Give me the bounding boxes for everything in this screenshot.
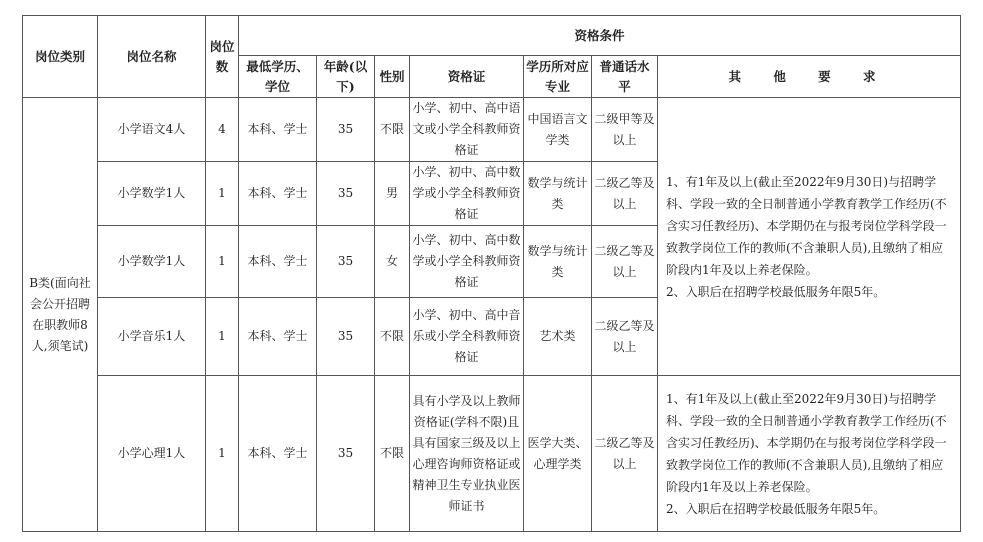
certificate: 小学、初中、高中语文或小学全科教师资格证 [410, 98, 524, 162]
mandarin-level: 二级乙等及以上 [592, 298, 658, 376]
other-requirement-item: 1、有1年及以上(截止至2022年9月30日)与招聘学科、学段一致的全日制普通小学教育教学工作经历(不含实习任教经历)、本学期仍在与报考岗位学科学段一致教学岗位工作的教师(不含兼职人员),且缴纳了相应阶段内1年及以上养老保险。 [666, 391, 947, 494]
major: 医学大类、心理学类 [524, 376, 592, 532]
mandarin-level: 二级乙等及以上 [592, 226, 658, 298]
position-name: 小学心理1人 [98, 376, 206, 532]
position-count: 1 [206, 162, 239, 226]
header-category: 岗位类别 [23, 16, 98, 98]
certificate: 小学、初中、高中数学或小学全科教师资格证 [410, 162, 524, 226]
education: 本科、学士 [239, 162, 317, 226]
gender: 男 [375, 162, 410, 226]
header-other-requirements: 其 他 要 求 [658, 56, 961, 98]
position-name: 小学音乐1人 [98, 298, 206, 376]
age-limit: 35 [317, 226, 375, 298]
major: 中国语言文学类 [524, 98, 592, 162]
other-requirement-item: 2、入职后在招聘学校最低服务年限5年。 [666, 284, 886, 299]
education: 本科、学士 [239, 226, 317, 298]
education: 本科、学士 [239, 98, 317, 162]
header-age: 年龄(以下) [317, 56, 375, 98]
other-requirement-item: 1、有1年及以上(截止至2022年9月30日)与招聘学科、学段一致的全日制普通小学教育教学工作经历(不含实习任教经历)、本学期仍在与报考岗位学科学段一致教学岗位工作的教师(不含兼职人员),且缴纳了相应阶段内1年及以上养老保险。 [666, 174, 947, 277]
mandarin-level: 二级乙等及以上 [592, 162, 658, 226]
age-limit: 35 [317, 298, 375, 376]
table-row [23, 376, 961, 532]
position-name: 小学语文4人 [98, 98, 206, 162]
other-requirements [658, 376, 961, 532]
position-count: 1 [206, 226, 239, 298]
gender: 女 [375, 226, 410, 298]
position-name: 小学数学1人 [98, 226, 206, 298]
other-requirement-item: 2、入职后在招聘学校最低服务年限5年。 [666, 501, 886, 516]
position-name: 小学数学1人 [98, 162, 206, 226]
age-limit: 35 [317, 376, 375, 532]
header-qualifications: 资格条件 [239, 16, 961, 56]
certificate: 小学、初中、高中音乐或小学全科教师资格证 [410, 298, 524, 376]
header-mandarin: 普通话水平 [592, 56, 658, 98]
major: 数学与统计类 [524, 226, 592, 298]
gender: 不限 [375, 376, 410, 532]
other-requirements [658, 98, 961, 376]
position-count: 1 [206, 376, 239, 532]
header-certificate: 资格证 [410, 56, 524, 98]
education: 本科、学士 [239, 298, 317, 376]
header-position-name: 岗位名称 [98, 16, 206, 98]
age-limit: 35 [317, 162, 375, 226]
gender: 不限 [375, 298, 410, 376]
recruitment-table [22, 15, 961, 532]
mandarin-level: 二级甲等及以上 [592, 98, 658, 162]
category-cell: B类(面向社会公开招聘在职教师8人,须笔试) [23, 98, 98, 532]
certificate: 具有小学及以上教师资格证(学科不限)且具有国家三级及以上心理咨询师资格证或精神卫生专业执业医师证书 [410, 376, 524, 532]
position-count: 4 [206, 98, 239, 162]
header-count: 岗位数 [206, 16, 239, 98]
major: 艺术类 [524, 298, 592, 376]
education: 本科、学士 [239, 376, 317, 532]
major: 数学与统计类 [524, 162, 592, 226]
table-row [23, 98, 961, 162]
certificate: 小学、初中、高中数学或小学全科教师资格证 [410, 226, 524, 298]
mandarin-level: 二级乙等及以上 [592, 376, 658, 532]
header-gender: 性别 [375, 56, 410, 98]
position-count: 1 [206, 298, 239, 376]
age-limit: 35 [317, 98, 375, 162]
header-major: 学历所对应专业 [524, 56, 592, 98]
gender: 不限 [375, 98, 410, 162]
header-education: 最低学历、学位 [239, 56, 317, 98]
